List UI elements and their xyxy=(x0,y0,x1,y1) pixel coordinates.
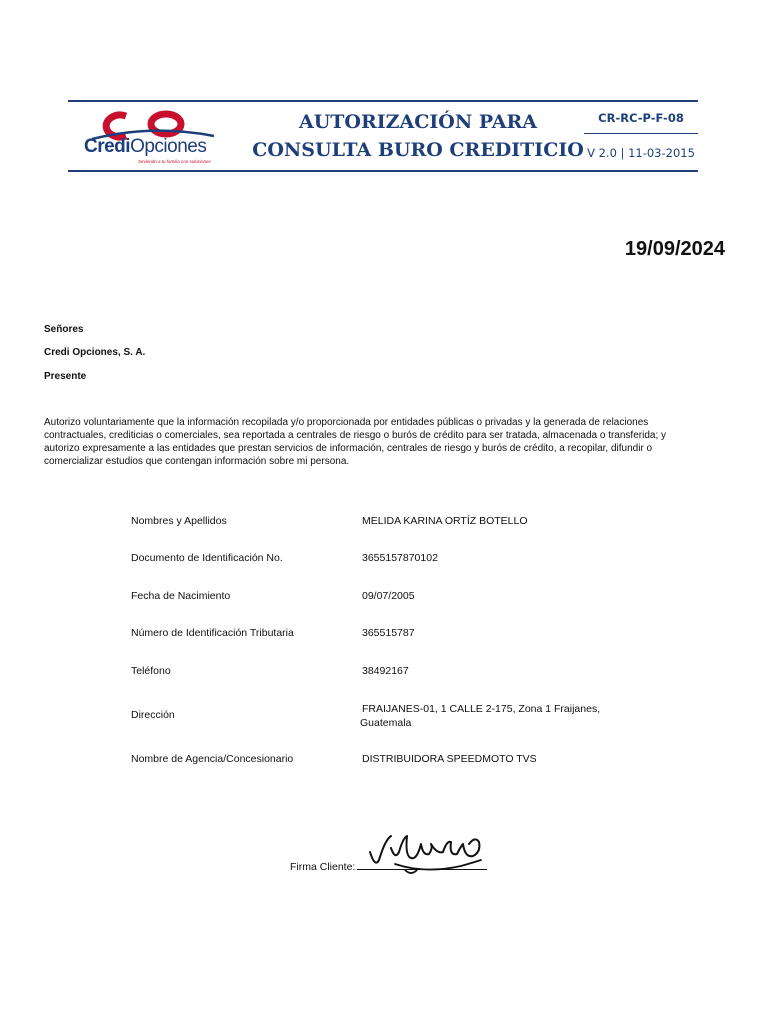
logo-wordmark xyxy=(84,136,206,158)
field-label-tax-id: Número de Identificación Tributaria xyxy=(131,627,294,639)
field-label-id-document: Documento de Identificación No. xyxy=(131,552,283,564)
logo-word-opciones: Opciones xyxy=(130,136,207,157)
title-line-2: CONSULTA BURO CREDITICIO xyxy=(252,139,584,161)
document-title xyxy=(248,108,588,164)
field-value-address xyxy=(360,702,620,730)
addressee-line-3: Presente xyxy=(44,371,87,382)
field-value-name: MELIDA KARINA ORTÍZ BOTELLO xyxy=(362,515,528,527)
document-code-box xyxy=(584,102,698,170)
field-label-agency: Nombre de Agencia/Concesionario xyxy=(131,753,294,765)
document-code: CR-RC-P-F-08 xyxy=(598,111,684,125)
code-divider xyxy=(584,133,698,134)
field-value-id-document: 3655157870102 xyxy=(362,552,438,564)
logo-word-credi: Credi xyxy=(84,136,131,157)
field-value-agency: DISTRIBUIDORA SPEEDMOTO TVS xyxy=(362,753,537,765)
document-version: V 2.0 | 11-03-2015 xyxy=(587,146,695,160)
field-value-phone: 38492167 xyxy=(362,665,409,677)
address-line-2: Guatemala xyxy=(360,717,412,729)
field-value-tax-id: 365515787 xyxy=(362,627,415,639)
document-header xyxy=(68,100,698,172)
signature-label: Firma Cliente: xyxy=(290,861,356,873)
addressee-line-2: Credi Opciones, S. A. xyxy=(44,347,146,358)
field-value-birth-date: 09/07/2005 xyxy=(362,590,415,602)
title-line-1: AUTORIZACIÓN PARA xyxy=(298,111,537,133)
authorization-paragraph: Autorizo voluntariamente que la información recopilada y/o proporcionada por entidades públicas o privadas y la generada de relaciones contractuales, crediticias o comerciales, sea reportada a centrales de riesgo o burós de crédito para ser tratada, almacenada o transferida; y autorizo expresamente a las entidades que prestan servicios de información, centrales de riesgo y burós de crédito, a recopilar, difundir o comercializar estudios que contengan información sobre mi persona. xyxy=(44,417,666,467)
client-signature xyxy=(365,830,490,885)
field-label-address: Dirección xyxy=(131,709,175,721)
handwritten-signature-icon xyxy=(365,830,490,880)
field-label-phone: Teléfono xyxy=(131,665,171,677)
address-line-1: FRAIJANES-01, 1 CALLE 2-175, Zona 1 Fraijanes, xyxy=(362,703,601,715)
addressee-line-1: Señores xyxy=(44,324,84,335)
field-label-birth-date: Fecha de Nacimiento xyxy=(131,590,231,602)
document-date: 19/09/2024 xyxy=(624,238,725,260)
credi-opciones-logo xyxy=(82,106,232,166)
field-label-name: Nombres y Apellidos xyxy=(131,515,227,527)
logo-slogan: Sirviendo a tu familia con soluciones xyxy=(138,159,211,164)
